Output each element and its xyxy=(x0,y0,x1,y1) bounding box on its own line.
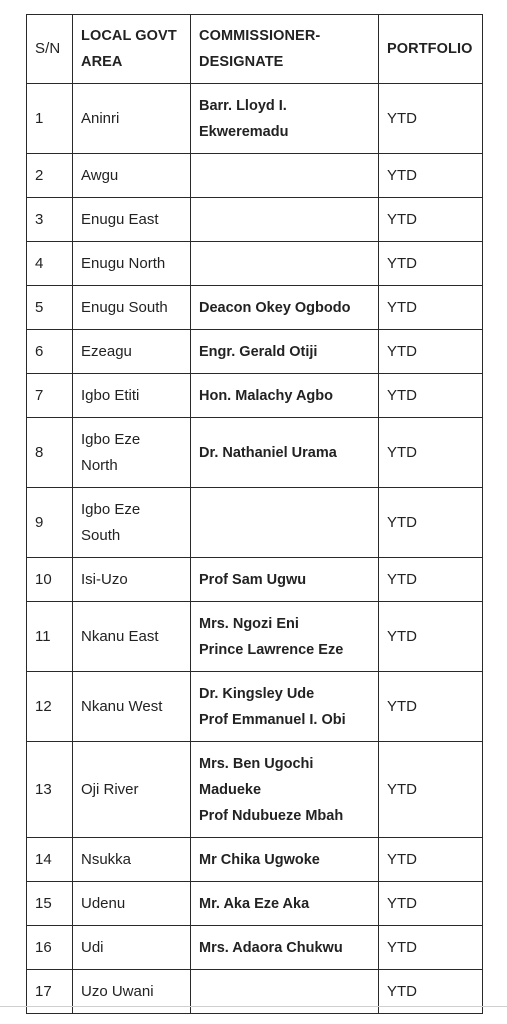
cell-sn: 14 xyxy=(27,838,73,882)
header-commissioner-line-2: DESIGNATE xyxy=(199,54,284,70)
cell-portfolio: YTD xyxy=(379,558,483,602)
cell-commissioner xyxy=(191,84,379,154)
table-row xyxy=(27,558,483,602)
lga-line: Nkanu East xyxy=(81,627,159,645)
table-row xyxy=(27,330,483,374)
cell-lga xyxy=(73,558,191,602)
cell-portfolio: YTD xyxy=(379,602,483,672)
cell-commissioner xyxy=(191,672,379,742)
cell-sn: 15 xyxy=(27,882,73,926)
lga-line: Awgu xyxy=(81,166,119,184)
cell-portfolio: YTD xyxy=(379,242,483,286)
cell-portfolio: YTD xyxy=(379,742,483,838)
commissioners-table-container xyxy=(26,14,482,1014)
table-row xyxy=(27,488,483,558)
cell-commissioner xyxy=(191,488,379,558)
cell-lga xyxy=(73,926,191,970)
commissioner-name: Mrs. Adaora Chukwu xyxy=(199,939,343,956)
commissioner-name: Madueke xyxy=(199,781,262,798)
cell-sn: 10 xyxy=(27,558,73,602)
lga-line: Igbo Eze xyxy=(81,430,141,448)
header-row xyxy=(27,15,483,84)
cell-portfolio: YTD xyxy=(379,286,483,330)
commissioner-name: Prof Ndubueze Mbah xyxy=(199,807,344,824)
table-row xyxy=(27,154,483,198)
cell-sn: 17 xyxy=(27,970,73,1014)
cell-commissioner xyxy=(191,198,379,242)
cell-portfolio: YTD xyxy=(379,154,483,198)
lga-line: Ezeagu xyxy=(81,342,132,360)
cell-lga xyxy=(73,330,191,374)
commissioner-name: Prof Sam Ugwu xyxy=(199,571,307,588)
cell-sn: 7 xyxy=(27,374,73,418)
cell-commissioner xyxy=(191,558,379,602)
lga-line: Aninri xyxy=(81,109,120,127)
commissioner-name: Deacon Okey Ogbodo xyxy=(199,299,351,316)
cell-portfolio: YTD xyxy=(379,374,483,418)
header-commissioner-line-1: COMMISSIONER- xyxy=(199,28,321,44)
cell-lga xyxy=(73,838,191,882)
lga-line: Udi xyxy=(81,938,104,956)
table-row xyxy=(27,926,483,970)
table-row xyxy=(27,742,483,838)
commissioner-name: Mr. Aka Eze Aka xyxy=(199,895,310,912)
lga-line: Udenu xyxy=(81,894,126,912)
table-body xyxy=(27,84,483,1014)
lga-line: Oji River xyxy=(81,780,139,798)
commissioners-table xyxy=(26,14,483,1014)
cell-sn: 8 xyxy=(27,418,73,488)
lga-line: Uzo Uwani xyxy=(81,982,154,1000)
table-row xyxy=(27,882,483,926)
cell-commissioner xyxy=(191,742,379,838)
commissioner-name: Ekweremadu xyxy=(199,123,289,140)
cell-sn: 16 xyxy=(27,926,73,970)
header-commissioner xyxy=(191,15,379,84)
cell-lga xyxy=(73,742,191,838)
cell-lga xyxy=(73,286,191,330)
table-row xyxy=(27,672,483,742)
page-bottom-divider xyxy=(0,1006,507,1007)
lga-line: Enugu East xyxy=(81,210,159,228)
lga-line: Isi-Uzo xyxy=(81,570,128,588)
cell-sn: 6 xyxy=(27,330,73,374)
cell-sn: 4 xyxy=(27,242,73,286)
cell-lga xyxy=(73,198,191,242)
header-lga xyxy=(73,15,191,84)
cell-commissioner xyxy=(191,286,379,330)
table-row xyxy=(27,602,483,672)
table-row xyxy=(27,84,483,154)
cell-commissioner xyxy=(191,154,379,198)
cell-sn: 9 xyxy=(27,488,73,558)
cell-sn: 13 xyxy=(27,742,73,838)
cell-portfolio: YTD xyxy=(379,84,483,154)
header-portfolio: PORTFOLIO xyxy=(379,15,483,84)
commissioner-name: Prof Emmanuel I. Obi xyxy=(199,711,346,728)
cell-portfolio: YTD xyxy=(379,882,483,926)
cell-lga xyxy=(73,242,191,286)
commissioner-name: Dr. Nathaniel Urama xyxy=(199,444,337,461)
header-lga-line-1: LOCAL GOVT xyxy=(81,28,177,44)
table-row xyxy=(27,286,483,330)
cell-commissioner xyxy=(191,882,379,926)
cell-portfolio: YTD xyxy=(379,198,483,242)
cell-lga xyxy=(73,154,191,198)
cell-portfolio: YTD xyxy=(379,672,483,742)
lga-line: Igbo Etiti xyxy=(81,386,140,404)
table-row xyxy=(27,838,483,882)
commissioner-name: Mrs. Ben Ugochi xyxy=(199,755,314,772)
cell-lga xyxy=(73,84,191,154)
cell-lga xyxy=(73,602,191,672)
commissioner-name: Mr Chika Ugwoke xyxy=(199,851,320,868)
lga-line: Enugu North xyxy=(81,254,166,272)
lga-line: Nsukka xyxy=(81,850,132,868)
cell-commissioner xyxy=(191,838,379,882)
cell-commissioner xyxy=(191,242,379,286)
cell-sn: 2 xyxy=(27,154,73,198)
table-header xyxy=(27,15,483,84)
commissioner-name: Dr. Kingsley Ude xyxy=(199,685,315,702)
commissioner-name: Prince Lawrence Eze xyxy=(199,641,344,658)
lga-line: Igbo Eze xyxy=(81,500,141,518)
cell-lga xyxy=(73,882,191,926)
table-row xyxy=(27,242,483,286)
cell-lga xyxy=(73,672,191,742)
lga-line: Enugu South xyxy=(81,298,168,316)
header-sn: S/N xyxy=(27,15,73,84)
cell-sn: 3 xyxy=(27,198,73,242)
cell-lga xyxy=(73,418,191,488)
table-row xyxy=(27,374,483,418)
cell-portfolio: YTD xyxy=(379,838,483,882)
commissioner-name: Mrs. Ngozi Eni xyxy=(199,615,299,632)
header-lga-line-2: AREA xyxy=(81,54,123,70)
cell-commissioner xyxy=(191,418,379,488)
cell-sn: 12 xyxy=(27,672,73,742)
lga-line: Nkanu West xyxy=(81,697,163,715)
cell-lga xyxy=(73,374,191,418)
cell-lga xyxy=(73,488,191,558)
cell-commissioner xyxy=(191,330,379,374)
lga-line: South xyxy=(81,526,121,544)
cell-sn: 5 xyxy=(27,286,73,330)
cell-sn: 1 xyxy=(27,84,73,154)
commissioner-name: Barr. Lloyd I. xyxy=(199,97,287,114)
cell-portfolio: YTD xyxy=(379,330,483,374)
cell-portfolio: YTD xyxy=(379,970,483,1014)
cell-portfolio: YTD xyxy=(379,418,483,488)
cell-commissioner xyxy=(191,926,379,970)
cell-portfolio: YTD xyxy=(379,926,483,970)
commissioner-name: Engr. Gerald Otiji xyxy=(199,343,318,360)
cell-sn: 11 xyxy=(27,602,73,672)
commissioner-name: Hon. Malachy Agbo xyxy=(199,387,333,404)
cell-commissioner xyxy=(191,602,379,672)
table-row xyxy=(27,198,483,242)
cell-portfolio: YTD xyxy=(379,488,483,558)
table-row xyxy=(27,418,483,488)
lga-line: North xyxy=(81,456,118,474)
cell-commissioner xyxy=(191,374,379,418)
